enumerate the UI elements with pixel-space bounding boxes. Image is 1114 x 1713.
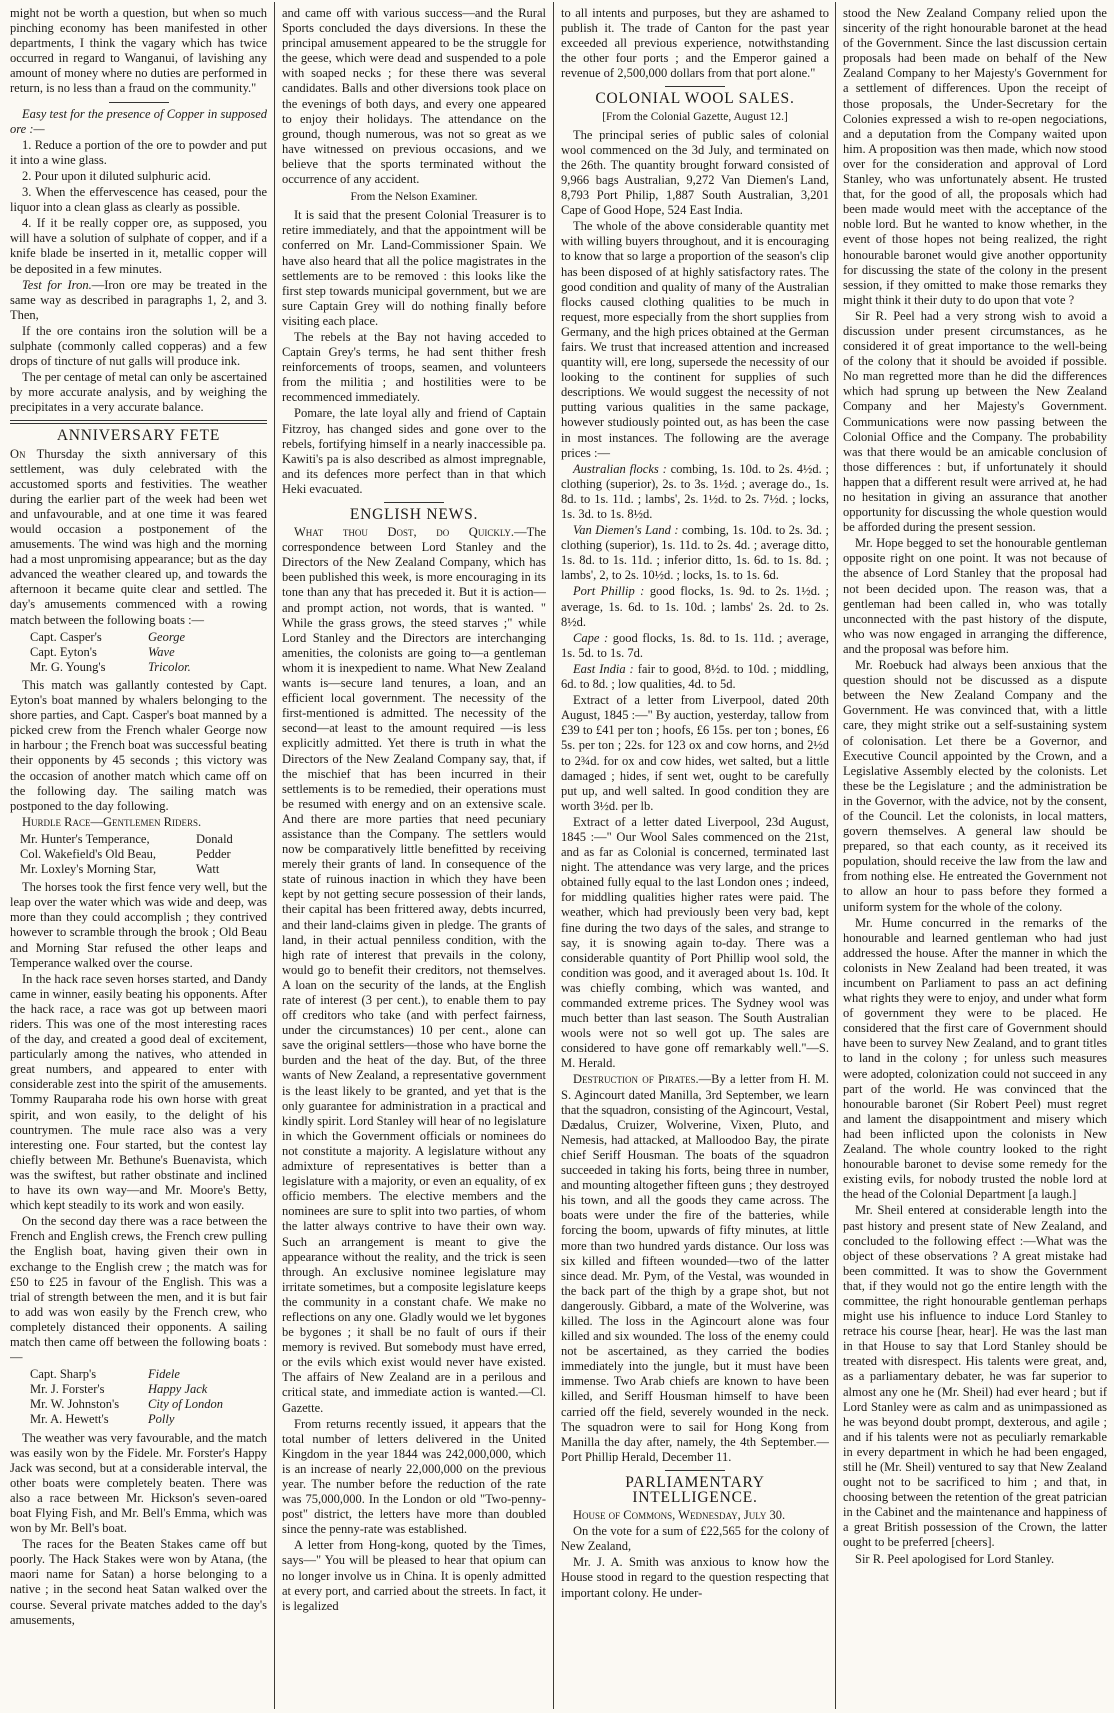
paragraph: The weather was very favourable, and the match was easily won by the Fidele. Mr. Forster's Happy Jack was second, but at a considerable interval, the other boats were completely beaten. There was also a race between Mr. Hickson's seven-oared boat Flying Fish, and Mr. Bell's Emma, which was won by Mr. Bell's boat. [10, 1430, 267, 1536]
paragraph [10, 447, 267, 628]
rider-name: Pedder [196, 846, 231, 861]
paragraph: Pomare, the late loyal ally and friend of Captain Fitzroy, has changed sides and gone over to the rebels, fortifying himself in a nearly inaccessible pa. Kawiti's pa is also described as almost impregnable, and its defences more perfect than in that which Heki evacuated. [282, 406, 546, 496]
boat-owner: Capt. Sharp's [30, 1367, 97, 1382]
boat-owner: Mr. A. Hewett's [30, 1412, 109, 1427]
paragraph: From returns recently issued, it appears that the total number of letters delivered in the United Kingdom in the year 1844 was 242,000,000, which is an increase of nearly 22,000,000 on the previous year. The number before the reduction of the rate was 75,000,000. In the London or old "Two-penny-post" district, the letters have more than doubled since the penny-rate was established. [282, 1416, 546, 1537]
column-rule [835, 2, 836, 1709]
boat-owner: Mr. J. Forster's [30, 1382, 105, 1397]
boat-name: Wave [148, 644, 175, 659]
paragraph [282, 525, 546, 1416]
price-entry [561, 462, 829, 522]
paragraph: to all intents and purposes, but they are ashamed to publish it. The trade of Canton for the past year exceeded all previous experience, notwithstanding the other four ports ; and the Emperor gained a revenue of 2,500,000 dollars from that port alone." [561, 6, 829, 81]
list-item [10, 645, 267, 660]
paragraph: stood the New Zealand Company relied upon the sincerity of the right honourable baronet at the head of the Government. Since the last discussion certain proposals had been made on behalf of the New Zealand Company to her Majesty's Government for a settlement of differences. Upon the receipt of those proposals, the Under-Secretary for the Colonies expressed a wish to re-open negociations, and a deputation from the Company waited upon him. A proposition was then made, which now stood over for the consideration and approval of Lord Stanley, who was unfortunately absent. He trusted that, for the good of all, the proposals which had been made would meet with the acceptance of the noble lord. But he wanted to know whether, in the event of those hopes not being realized, the right honourable baronet would give another opportunity for discussing the state of the colony in the present session, if they omitted to make those remarks they might think it their duty to do upon that vote ? [843, 6, 1107, 307]
column-1 [10, 6, 267, 1708]
session-line: House of Commons, Wednesday, July 30. [573, 1508, 786, 1523]
horse-owner: Col. Wakefield's Old Beau, [20, 846, 157, 861]
list-item [10, 1412, 267, 1427]
lead-in: On [10, 446, 26, 461]
boat-name: Fidele [148, 1367, 180, 1382]
article-heading: ENGLISH NEWS. [349, 506, 479, 523]
paragraph: The races for the Beaten Stakes came off but poorly. The Hack Stakes were won by Atana, (the maori name for Satan) a horse belonging to a native ; in the second heat Satan walked over the course. Several private matches added to the day's amusements, [10, 1537, 267, 1627]
section-title: Easy test for the presence of Copper in supposed ore :— [10, 106, 267, 136]
price-text: fair to good, 8½d. to 10d. ; middling, 6d. to 8d. ; low qualities, 4d. to 5d. [561, 661, 829, 692]
paragraph: and came off with various success—and the Rural Sports concluded the days diversions. In these the principal amusement appeared to be the struggle for the geese, which were dead and suspended to a pole with soaped necks ; for these there was several candidates. Balls and other diversions took place on the evenings of both days, and every one appeared to enjoy their holidays. The attendance on the ground, though numerous, was not so great as we have witnessed on previous occasions, and we believe that the sports terminated without the occurrence of any accident. [282, 6, 546, 187]
price-entry [561, 584, 829, 629]
article-heading: ANNIVERSARY FETE [56, 427, 221, 445]
list-item [10, 660, 267, 675]
separator [10, 420, 267, 424]
horse-owner: Mr. Hunter's Temperance, [20, 831, 150, 846]
paragraph: This match was gallantly contested by Capt. Eyton's boat manned by whalers belonging to the shore parties, and Capt. Casper's boat manned by a picked crew from the French whaler George now in harbour ; the French boat was successful beating their opponents by 45 seconds ; this victory was the occasion of another match which came off on the following day. The sailing match was postponed to the day following. [10, 677, 267, 813]
boat-owner: Mr. G. Young's [30, 659, 106, 674]
price-entry [561, 523, 829, 583]
boat-list [10, 1367, 267, 1427]
paragraph: Sir R. Peel apologised for Lord Stanley. [855, 1551, 1055, 1566]
boat-name: Polly [148, 1412, 175, 1427]
column-rule [274, 2, 275, 1709]
step: 1. Reduce a portion of the ore to powder and put it into a wine glass. [10, 137, 267, 167]
list-item [10, 832, 267, 847]
paragraph [10, 278, 267, 323]
boat-owner: Mr. W. Johnston's [30, 1397, 120, 1412]
paragraph-text: —The correspondence between Lord Stanley and the Directors of the New Zealand Company, which has been published this week, is more encouraging in its tone than any that has preceded it. But it is action—and prompt action, not words, that is wanted. " While the grass grows, the steed starves ;" while Lord Stanley and the Directors are interchanging amenities, the colonists are going to—a gentleman whom it is inexpedient to name. What New Zealand wants is—secure land tenures, a loan, and an efficient local government. The necessity of the first-mentioned is admitted. The necessity of the second—at least to the amount required —is less explicitly admitted. Yet there is truth in what the Directors of the New Zealand Company say, that, if the mischief that has been incurred in their settlements is to be remedied, their operations must be resumed with energy and on an extensive scale. And there are more parties that need pecuniary assistance than the Company. The settlers would now be comparatively little benefitted by receiving merely their grants of land. In consequence of the state of ruinous inaction in which they have been kept by not getting secure possession of their lands, their capital has been frittered away, debts incurred, and their land-claims given in pledge. The grants of land, in their actual penniless condition, with the high rate of interest that prevails in the colony, would go to benefit their creditors, not themselves. A loan on the security of the lands, at the English rate of interest (3 per cent.), to enable them to pay off creditors who take (and with perfect fairness, under the circumstances) 10 per cent., alone can save the original settlers—those who have borne the burden and the heat of the day. But, of the three wants of New Zealand, a representative government is the least likely to be granted, and yet that is the only guarantee for administration in a practical and kindly spirit. Lord Stanley will hear of no legislature in which the Government officials or nominees do not constitute a majority. A legislature without any admixture of representatives is better than a legislature with a majority, or even an equality, of ex officio members. The elective members and the nominees are sure to split into two parties, of whom the latter always contrive to have their own way. Such an arrangement is meant to give the appearance without the reality, and the trick is seen through. An exclusive nominee legislature may irritate sometimes, but a composite legislature keeps the community in a constant chafe. We make no reflections on any one. Gladly would we let bygones be bygones ; it shall be no fault of ours if their memory is revived. But somebody must have erred, or the evils which exist would never have existed. The affairs of New Zealand are in a perilous and critical state, and immediate action is wanted.—Cl. Gazette. [282, 525, 546, 1415]
boat-name: George [148, 629, 186, 644]
list-item [10, 630, 267, 645]
list-item [10, 847, 267, 862]
paragraph: A letter from Hong-kong, quoted by the Times, says—" You will be pleased to hear that opium can no longer involve us in China. It is openly admitted at every port, and carried about the streets. In fact, it is legalized [282, 1538, 546, 1613]
list-item [10, 1367, 267, 1382]
price-entry [561, 631, 829, 661]
paragraph: The per centage of metal can only be ascertained by more accurate analysis, and by weighing the precipitates in a very accurate balance. [10, 370, 267, 415]
boat-name: Happy Jack [148, 1382, 208, 1397]
column-4 [843, 6, 1107, 1708]
price-text: combing, 1s. 10d. to 2s. 3d. ; clothing (superior), 1s. 11d. to 2s. 4d. ; average ditto, 1s. 8d. to 1s. 11d. ; inferior ditto, 1s. 6d. to 1s. 8d. ; lambs', 2, to 2s. 10½d. ; locks, 1s. to 1s. 6d. [561, 523, 829, 583]
paragraph: The rebels at the Bay not having acceded to Captain Grey's terms, he had sent thither fresh reinforcements of troops, seamen, and volunteers from the militia ; and hostilities were to be recommenced immediately. [282, 329, 546, 405]
boat-owner: Capt. Eyton's [30, 644, 97, 659]
lead-in: What thou Dost, do Quickly. [294, 525, 515, 540]
paragraph: The whole of the above considerable quantity met with willing buyers throughout, and it is encouraging to know that so large a proportion of the season's clip has been disposed of at highly satisfactory rates. The good condition and quality of many of the Australian flocks caused clothing qualities to be much in request, more especially from the short supplies from Germany, and the high prices obtained at the German fairs. We trust that increased attention and increased quantity will, ere long, supersede the necessity of our looking to the continent for supplies of such descriptions. We would suggest the necessity of not putting various qualities in the same package, however studiously pointed out, as has been the case in most instances. The following are the average prices :— [561, 219, 829, 460]
lead-in: Test for Iron. [22, 277, 92, 292]
step: 4. If it be really copper ore, as supposed, you will have a solution of sulphate of copper, and if a knife blade be inserted in it, metallic copper will be deposited in a few minutes. [10, 216, 267, 276]
price-text: good flocks, 1s. 9d. to 2s. 1½d. ; average, 1s. 6d. to 1s. 10d. ; lambs' 2s. 2d. to 2s. 8½d. [561, 584, 829, 629]
list-item [10, 1397, 267, 1412]
article-heading: COLONIAL WOOL SALES. [595, 90, 795, 108]
step: 3. When the effervescence has ceased, pour the liquor into a clean glass as clearly as possible. [10, 185, 267, 215]
source-line: [From the Colonial Gazette, August 12.] [602, 110, 788, 123]
paragraph-text: —By a letter from H. M. S. Agincourt dated Manilla, 3rd September, we learn that the squadron, consisting of the Agincourt, Vestal, Dædalus, Cruizer, Wolverine, Vixen, Pluto, and Nemesis, had attacked, at Malloodoo Bay, the pirate chief Seriff Housman. The boats of the squadron succeeded in taking his forts, being three in number, and mounting altogether fifteen guns ; they destroyed his town, and all the goods they came across. The boats were under the fire of the batteries, while forcing the boom, upwards of fifty minutes, at little more than two hundred yards distance. Our loss was six killed and fifteen wounded—two of the latter since dead. Mr. Pym, of the Vestal, was wounded in the back part of the thigh by a grape shot, but not dangerously. Gibbard, a mate of the Wolverine, was killed. The loss in the Agincourt alone was four killed and six wounded. The loss of the enemy could not be ascertained, as they carried the bodies immediately into the jungle, but it must have been immense. Two Arab chiefs are known to have been killed, and Seriff Housman himself to have been carried off the field, severely wounded in the neck. The squadron were to sail for Hong Kong from Manilla the day after, namely, the 4th September.—Port Phillip Herald, December 11. [561, 1072, 829, 1464]
paragraph: Mr. Hume concurred in the remarks of the honourable and learned gentleman who had just addressed the house. After the manner in which the colonists in New Zealand had been treated, it was incumbent on Parliament to pass an act defining what rights they were to enjoy, and under what form of government they were to be placed. He considered that the first care of Government should have been to survey New Zealand, and to grant titles to land in the colony ; for unless such measures were adopted, colonization could not succeed in any part of the world. He was convinced that the honourable baronet (Sir Robert Peel) must regret and lament the disappointment and misery which had been inflicted upon the colonists in New Zealand. The whole country looked to the right honourable baronet to devise some remedy for the existing evils, for nobody trusted the noble lord at the head of the Colonial Department [a laugh.] [843, 915, 1107, 1202]
paragraph: might not be worth a question, but when so much pinching economy has been manifested in other departments, I think the vagary which has twice occurred in regard to Wanganui, of lavishing any amount of money where no duties are performed in return, is no less than a fraud on the community." [10, 6, 267, 96]
rider-name: Watt [196, 862, 220, 877]
price-label: Cape : [573, 630, 609, 645]
column-rule [553, 2, 554, 1709]
paragraph: Extract of a letter from Liverpool, dated 20th August, 1845 :—" By auction, yesterday, tallow from £39 to £41 per ton ; hoofs, £6 15s. per ton ; bones, £6 5s. per ton ; 22s. for 123 ox and cow horns, and 2½d to 2¾d. for ox and cow hides, wet salted, but a little damaged ; hides, if sent wet, ought to be carefully put up, and well salted. In good condition they are worth 3½d. per lb. [561, 693, 829, 813]
paragraph: On the vote for a sum of £22,565 for the colony of New Zealand, [561, 1524, 829, 1554]
paragraph: Sir R. Peel had a very strong wish to avoid a discussion under present circumstances, as he considered it of great importance to the well-being of the colony that it should be avoided if possible. No man regretted more than he did the differences which had sprung up between the New Zealand Company and her Majesty's Government. Communications were now passing between the Colonial Office and the Company. The probability was that there would be an amicable conclusion of those differences : but, if unfortunately it should happen that a different result were arrived at, he had no hesitation in giving an assurance that another opportunity for discussing the whole question would be afforded during the present session. [843, 308, 1107, 535]
paragraph: Mr. Sheil entered at considerable length into the past history and present state of New Zealand, and concluded to the following effect :—What was the object of these observations ? A great mistake had been committed. It was to show the Government that, if they would not go the entire length with the committee, the right honourable gentleman perhaps might use his influence to induce Lord Stanley to retrace his course [hear, hear]. He was the last man in that House to say that Lord Stanley should be treated with disrespect. His talents were great, and, as a parliamentary debater, he was far superior to almost any one he (Mr. Sheil) had ever heard ; but if Lord Stanley were as calm and as unimpassioned as he was beyond doubt prompt, dexterous, and agile ; and if his talents were not as peculiarly remarkable in every department in which he had been engaged, still he (Mr. Sheil) ventured to say that New Zealand ought not to be sacrificed to him ; and that, in choosing between the retention of the great patrician in the Cabinet and the maintenance and happiness of a great British possession of the Crown, the latter ought to be preferred [cheers]. [843, 1203, 1107, 1550]
boat-name: City of London [148, 1397, 224, 1412]
separator [665, 86, 725, 87]
price-entry [561, 662, 829, 692]
lead-in: Destruction of Pirates. [573, 1072, 699, 1087]
separator [384, 502, 444, 503]
price-label: Australian flocks : [573, 461, 667, 476]
paragraph: If the ore contains iron the solution will be a sulphate (commonly called copperas) and a few drops of tincture of nut galls will produce ink. [10, 323, 267, 369]
paragraph: The principal series of public sales of colonial wool commenced on the 3d July, and terminated on the 26th. The quantity brought forward consisted of 9,966 bags Australian, 9,272 Van Diemen's Land, 8,793 Port Philip, 1,887 South Australian, 3,201 Cape of Good Hope, 524 East India. [561, 127, 829, 218]
paragraph: Mr. J. A. Smith was anxious to know how the House stood in regard to the question respecting that important colony. He under- [561, 1555, 829, 1600]
separator [665, 1470, 725, 1471]
list-item [10, 1382, 267, 1397]
paragraph [561, 1072, 829, 1464]
paragraph-text: Thursday the sixth anniversary of this settlement, was duly celebrated with the accustomed sports and festivities. The weather during the earlier part of the week had been wet and unfavourable, and at one time it was feared would occasion a postponement of the amusements. The wind was high and the morning had a most unpromising appearance; but as the day advanced the weather cleared up, and towards the afternoon it became quite clear and settled. The day's amusements commenced with a rowing match between the following boats :— [10, 446, 267, 627]
paragraph: Mr. Hope begged to set the honourable gentleman opposite right on one point. It was not because of the absence of Lord Stanley that the proposal had not been decided upon. The reason was, that a gentleman had been called in, who was totally unconnected with the past history of the dispute, who was now engaged in arranging the difference, and the proposal was before him. [843, 536, 1107, 656]
boat-name: Tricolor. [148, 659, 191, 674]
paragraph: In the hack race seven horses started, and Dandy came in winner, easily beating his opponents. After the hack race, a race was got up between maori riders. This was one of the most interesting races of the day, and created a good deal of excitement, particularly among the natives, who attended in great numbers, and appeared to enter with considerable zest into the spirit of the amusements. Tommy Rauparaha rode his own horse with great spirit, and won easily, to the delight of his countrymen. The mule race also was a very interesting one. Four started, but the contest lay chiefly between Mr. Bethune's Buenavista, which was the swiftest, but rather obstinate and inclined to have its own way—and Mr. Moore's Betty, which kept steadily to its work and won easily. [10, 971, 267, 1213]
price-label: Van Diemen's Land : [573, 523, 679, 538]
paragraph: It is said that the present Colonial Treasurer is to retire immediately, and that the appointment will be conferred on Mr. Land-Commissioner Spain. We have also heard that all the police magistrates in the settlements are to be removed : this looks like the first step towards municipal government, but we are sure Captain Grey will do nothing finally before visiting each place. [282, 208, 546, 328]
horse-owner: Mr. Loxley's Morning Star, [20, 862, 157, 877]
paragraph-text: —Iron ore may be treated in the same way as described in paragraphs 1, 2, and 3. Then, [10, 277, 267, 322]
step: 2. Pour upon it diluted sulphuric acid. [22, 168, 211, 183]
boat-owner: Capt. Casper's [30, 629, 102, 644]
separator [109, 102, 169, 103]
price-label: Port Phillip : [573, 584, 645, 599]
article-heading: PARLIAMENTARY INTELLIGENCE. [625, 1473, 765, 1506]
column-3 [561, 6, 829, 1708]
paragraph: Extract of a letter dated Liverpool, 23d August, 1845 :—" Our Wool Sales commenced on the 21st, and as far as Colonial is concerned, terminated last night. The attendance was very large, and the prices obtained fully equal to the last London ones ; indeed, for middling qualities higher rates were paid. The weather, which had previously been very bad, kept fine during the two days of the sales, and strange to say, it is snowing again to-day. There was a considerable quantity of Port Phillip wool sold, the condition was good, and it averaged about 1s. 10d. It was chiefly combing, which was wanted, and commanded extreme prices. The Sydney wool was much better than last season. The South Australian wools were not so well got up. The sales are considered to have gone off remarkably well."—S. M. Herald. [561, 814, 829, 1071]
price-text: good flocks, 1s. 8d. to 1s. 11d. ; average, 1s. 5d. to 1s. 7d. [561, 630, 829, 660]
race-title: Hurdle Race—Gentlemen Riders. [22, 814, 202, 829]
column-2 [282, 6, 546, 1708]
paragraph: The horses took the first fence very well, but the leap over the water which was wide and deep, was more than they could accomplish ; they contrived however to scramble through the brook ; Old Beau and Morning Star refused the other leaps and Temperance walked over the course. [10, 880, 267, 970]
price-label: East India : [573, 661, 634, 676]
boat-list [10, 630, 267, 675]
rider-name: Donald [196, 831, 233, 846]
list-item [10, 862, 267, 877]
paragraph: Mr. Roebuck had always been anxious that the question should not be discussed as a dispute between the New Zealand Company and the Government. He was convinced that, with a little care, they might strike out a self-sustaining system of colonisation. Let there be a Governor, and Executive Council appointed by the Crown, and a Legislative Assembly elected by the colonists. Let these be the Legislature ; and the administration be in the Governor, with the advice, not by the consent, of the Council. Let the colonists, in local matters, govern themselves. A general law should be prepared, so that each county, as it received its population, should receive the law from the law and from nothing else. He entreated the Government not to allow an hour to pass before they formed a uniform system for the whole of the colony. [843, 658, 1107, 914]
rider-list [10, 832, 267, 877]
price-text: combing, 1s. 10d. to 2s. 4½d. ; clothing (superior), 2s. to 3s. 1½d. ; average do., 1s. 8d. to 1s. 11d. ; lambs', 2s. 1½d. to 2s. 7½d. ; locks, 1s. 3d. to 1s. 8½d. [561, 461, 829, 521]
source-line: From the Nelson Examiner. [350, 191, 478, 204]
paragraph: On the second day there was a race between the French and English crews, the French crew pulling the English boat, having given their own in exchange to the English crew ; the match was for £50 to £25 in favour of the English. This was a trial of strength between the men, and it is but fair to add was won easily by the French crew, who completely distanced their opponents. A sailing match then came off between the following boats :— [10, 1214, 267, 1365]
